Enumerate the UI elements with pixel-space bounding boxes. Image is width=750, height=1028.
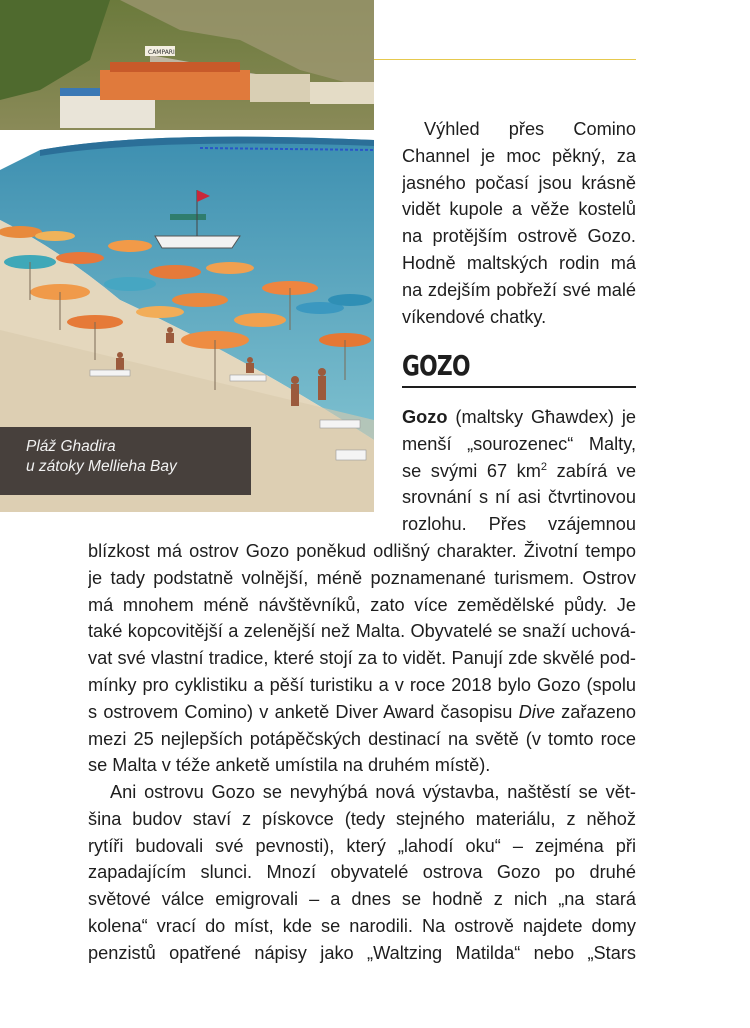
gozo-paragraph-wide — [88, 538, 636, 779]
caption-line-1: Pláž Ghadira — [26, 438, 116, 455]
gozo-line: má mnohem méně návštěvníků, zato více zemědělské půdy. Je — [88, 594, 636, 615]
gozo-line — [402, 404, 636, 431]
magazine-title: Dive — [518, 701, 555, 722]
gozo-line: rozlohu. Přes vzájemnou — [402, 514, 636, 535]
caption-line-2: u zátoky Mellieha Bay — [26, 458, 177, 475]
intro-line: Channel je moc pěkný, za — [402, 145, 636, 166]
para2-line: šina budov staví z pískovce (tedy stejného materiálu, z něhož — [88, 808, 636, 829]
gozo-line: menší „sourozenec“ Malty, — [402, 433, 636, 454]
intro-line: víkendové chatky. — [402, 306, 547, 327]
gozo-line: vat své vlastní tradice, které stojí za to vidět. Panují zde skvělé pod- — [88, 648, 636, 669]
para2-line: rytíři budovali své pevnosti), který „lahodí oku“ – zejména při — [88, 835, 636, 856]
gozo-line-text: se svými 67 km — [402, 460, 541, 481]
gozo-line: je tady podstatně volnější, méně poznamenané turismem. Ostrov — [88, 567, 636, 588]
intro-line: jasného počasí jsou krásně — [402, 172, 636, 193]
photo-caption — [0, 427, 251, 495]
gozo-line: také kopcovitější a zelenější než Malta. Obyvatelé se snaží uchová- — [88, 621, 636, 642]
gozo-line-text: zařazeno — [554, 701, 636, 722]
intro-line: vidět kupole a věže kostelů — [402, 199, 636, 220]
intro-line: na protějším ostrově Gozo. — [402, 226, 636, 247]
heading-rule — [402, 386, 636, 388]
gozo-paragraph-narrow — [402, 404, 636, 538]
intro-line: na zdejším pobřeží své malé — [402, 279, 636, 300]
gozo-line: srovnání s ní asi čtvrtinovou — [402, 487, 636, 508]
gozo-line — [402, 458, 636, 485]
campari-sign: CAMPARI — [148, 49, 175, 56]
para2-line: zapadajícím slunci. Mnozí obyvatelé ostrova Gozo po druhé — [88, 862, 636, 883]
gozo-line: blízkost má ostrov Gozo poněkud odlišný charakter. Životní tempo — [88, 541, 636, 561]
intro-paragraph — [402, 116, 636, 330]
intro-line: Hodně maltských rodin má — [402, 252, 636, 273]
section-heading: GOZO — [402, 349, 470, 382]
intro-line: Výhled přes Comino — [424, 119, 636, 139]
gozo-line: mezi 25 nejlepších potápěčských destinací na světě (v tomto roce — [88, 728, 636, 749]
para2-line: penzistů opatřené nápisy jako „Waltzing Matilda“ nebo „Stars — [88, 942, 636, 963]
gozo-line-text: s ostrovem Comino) v anketě Diver Award časopisu — [88, 701, 513, 722]
gozo-line — [88, 699, 636, 726]
gozo-bold-word: Gozo — [402, 407, 448, 427]
para2-line: kolena“ vrací do míst, kde se narodili. Na ostrově najdete domy — [88, 915, 636, 936]
gozo-line-text: (maltsky Għawdex) je — [447, 407, 636, 427]
paragraph-2 — [88, 779, 636, 967]
para2-line: světové válce emigrovali – a dnes se hodně z nich „na stará — [88, 889, 636, 910]
gozo-line: se Malta v téže anketě umístila na druhém místě). — [88, 755, 491, 776]
superscript: 2 — [540, 460, 548, 473]
gozo-line-text: zabírá ve — [547, 460, 636, 481]
top-rule — [374, 59, 636, 60]
para2-line: Ani ostrovu Gozo se nevyhýbá nová výstavba, naštěstí se vět- — [110, 782, 636, 802]
gozo-line: mínky pro cyklistiku a pěší turistiku a v roce 2018 bylo Gozo (spolu — [88, 674, 636, 695]
